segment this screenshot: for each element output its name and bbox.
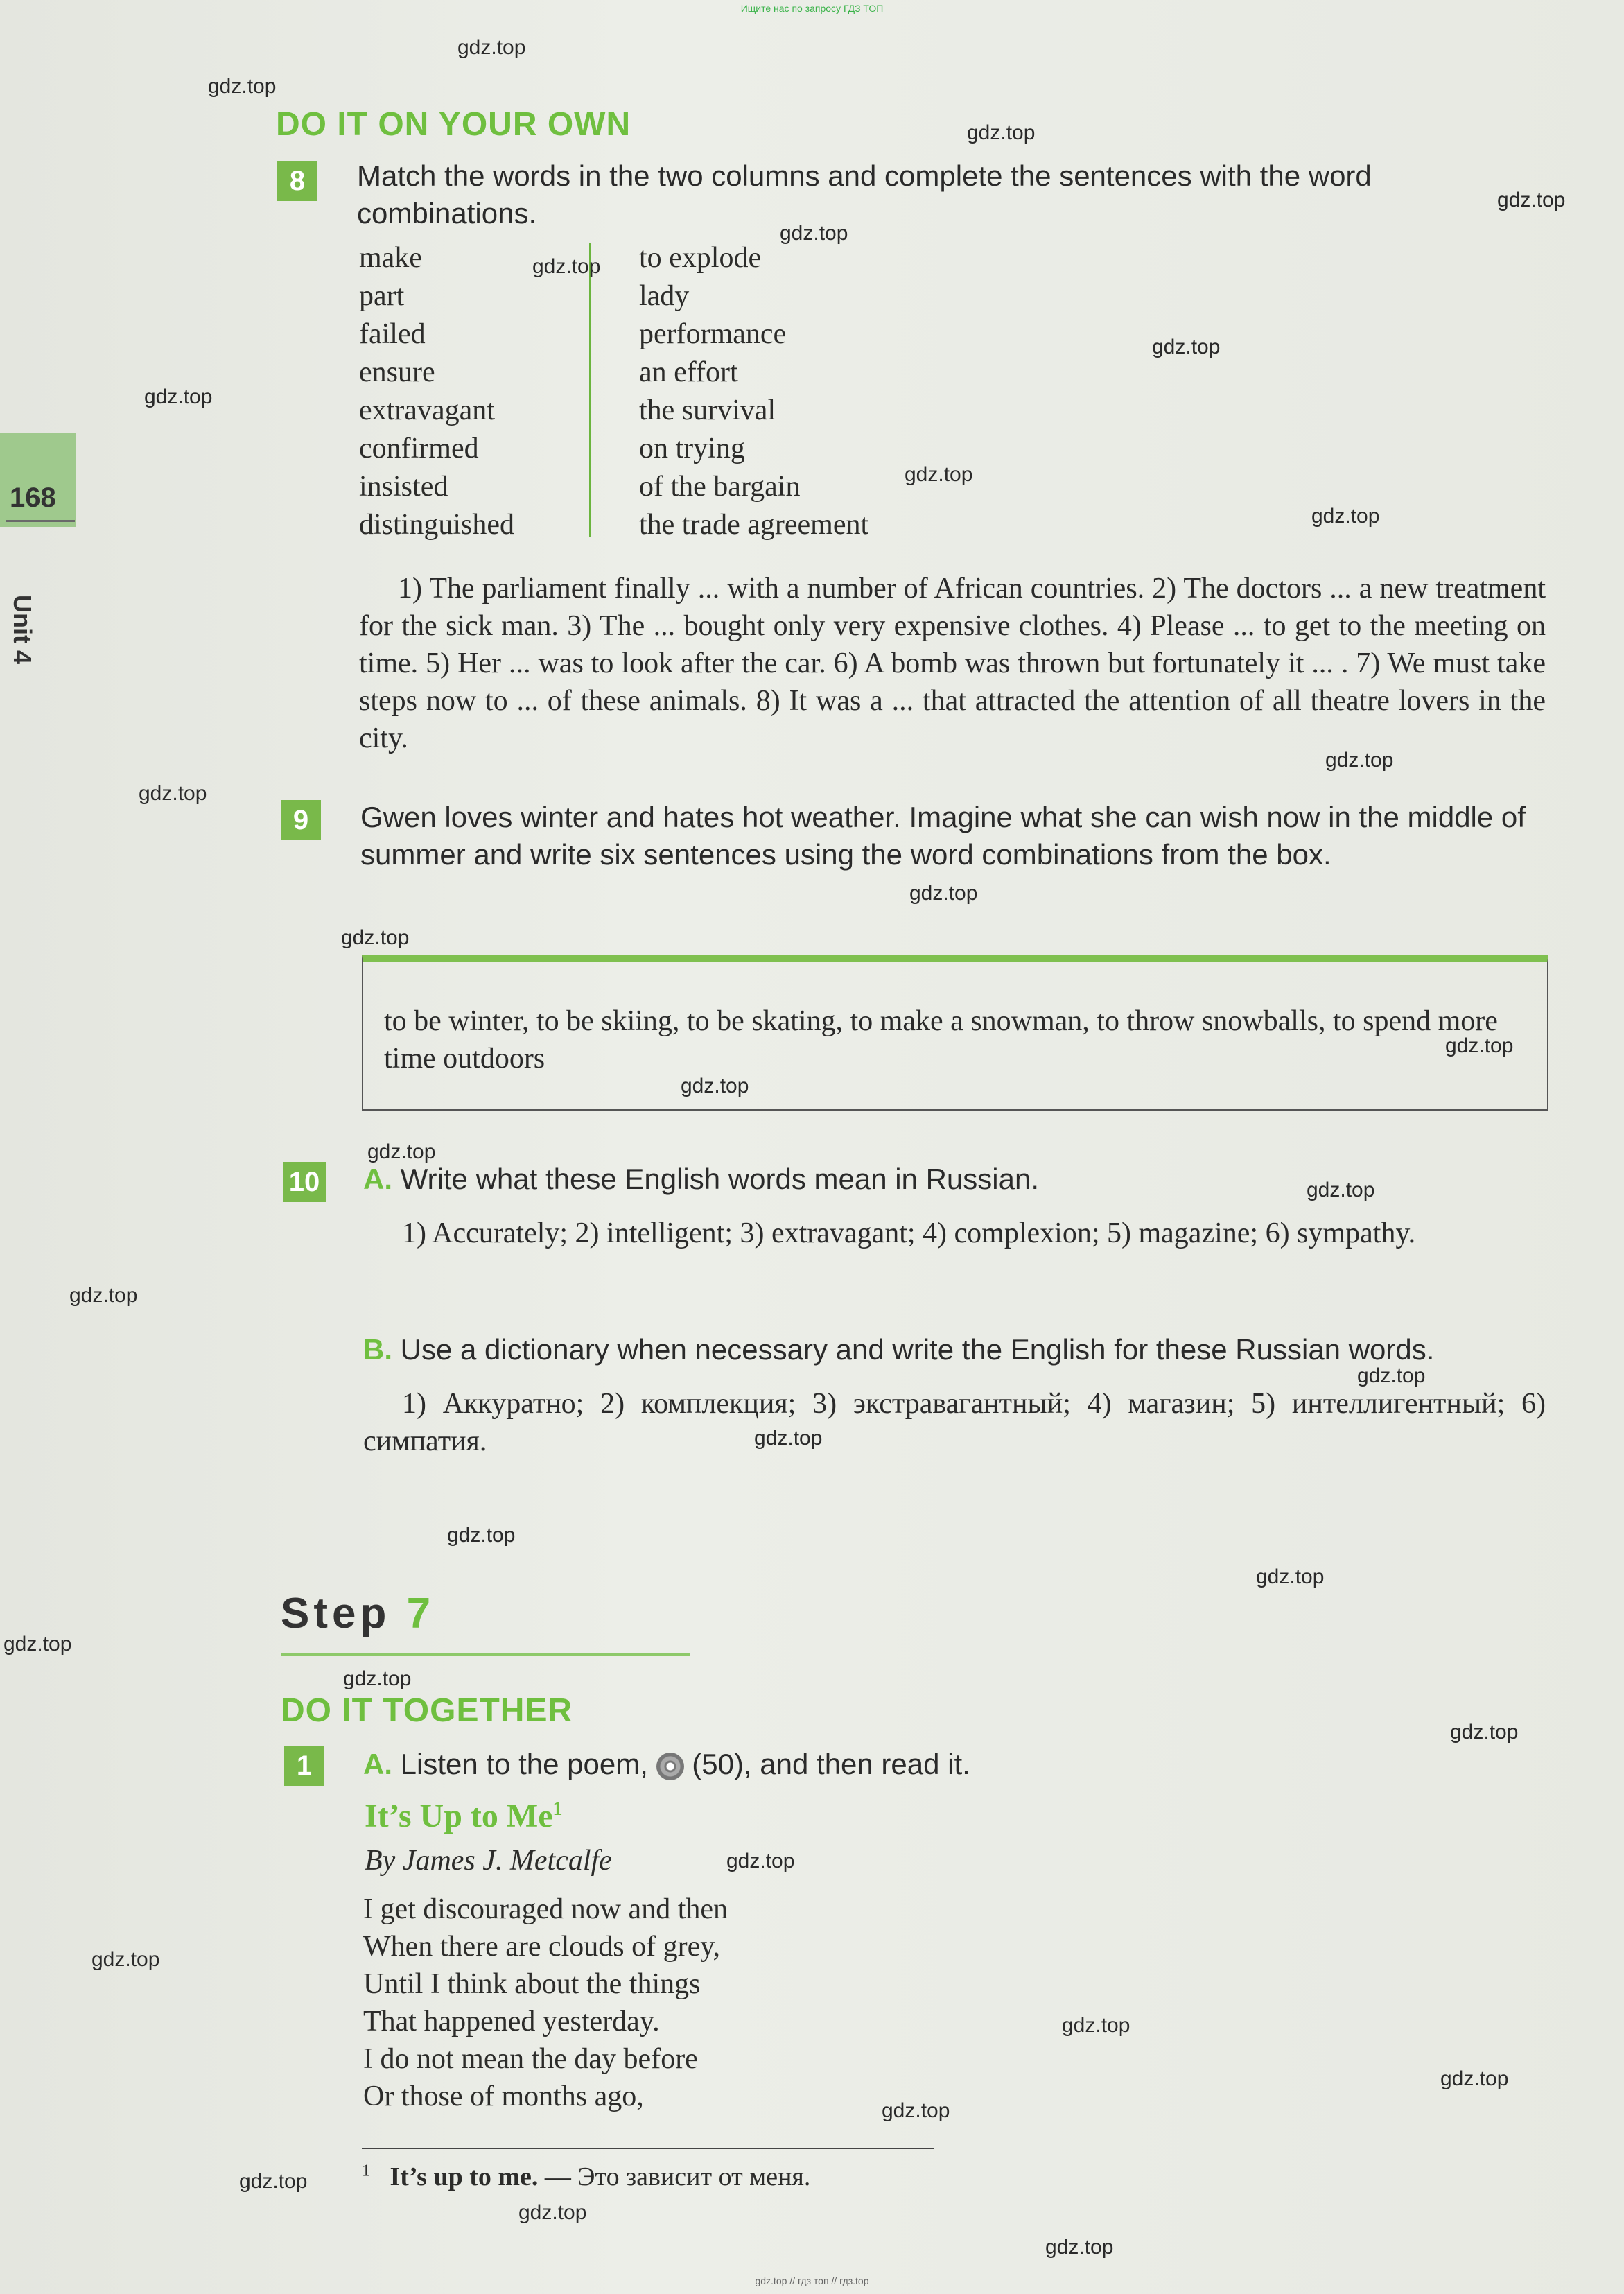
exercise-10a-instruction: A. Write what these English words mean in Russian.	[363, 1163, 1039, 1195]
watermark: gdz.top	[239, 2170, 308, 2193]
watermark: gdz.top	[1045, 2236, 1114, 2259]
watermark: gdz.top	[447, 1524, 516, 1547]
watermark: gdz.top	[1445, 1034, 1514, 1057]
section-heading-own: DO IT ON YOUR OWN	[276, 106, 631, 143]
exercise-1-number: 1	[284, 1746, 324, 1786]
left-word: distinguished	[359, 509, 515, 541]
watermark: gdz.top	[681, 1075, 749, 1097]
exercise-10a-words: 1) Accurately; 2) intelligent; 3) extravagant; 4) complexion; 5) magazine; 6) sympathy.	[402, 1217, 1416, 1249]
part-a-letter: A.	[363, 1163, 392, 1195]
right-word: an effort	[639, 356, 738, 388]
right-word: of the bargain	[639, 471, 801, 503]
page-number-underline	[6, 520, 75, 522]
left-word: failed	[359, 318, 426, 350]
watermark: gdz.top	[1325, 749, 1394, 772]
watermark: gdz.top	[91, 1948, 160, 1971]
left-word: make	[359, 242, 422, 274]
poem-line: That happened yesterday.	[363, 2006, 660, 2037]
watermark: gdz.top	[518, 2201, 587, 2224]
watermark: gdz.top	[726, 1850, 795, 1872]
watermark: gdz.top	[139, 782, 207, 805]
poem-line: I get discouraged now and then	[363, 1893, 728, 1925]
left-word: confirmed	[359, 433, 479, 464]
watermark: gdz.top	[1311, 505, 1380, 528]
watermark: gdz.top	[967, 121, 1036, 144]
watermark: gdz.top	[341, 926, 410, 949]
step-underline	[281, 1653, 690, 1656]
watermark: gdz.top	[1497, 189, 1566, 211]
exercise-10b-words: 1) Аккуратно; 2) комплекция; 3) экстравагантный; 4) магазин; 5) интеллигентный; 6) симпатия.	[363, 1388, 1546, 1457]
right-word: on trying	[639, 433, 745, 464]
poem-body	[363, 1891, 1056, 2115]
exercise-8-right-column	[639, 239, 986, 544]
unit-label: Unit 4	[8, 594, 37, 664]
exercise-8-sentences: 1) The parliament finally ... with a number of African countries. 2) The doctors ... a new treatment for the sick man. 3) The ... bought only very expensive clothes. 4) Please ... to get to the meeting on time. 5) Her ... was to look after the car. 6) A bomb was thrown but fortunately it ... . 7) We must take steps now to ... of these animals. 8) It was a ... that attracted the attention of all theatre lovers in the city.	[359, 573, 1546, 754]
watermark: gdz.top	[3, 1633, 72, 1656]
watermark: gdz.top	[1307, 1179, 1375, 1201]
poem-title: It’s Up to Me$^1$	[365, 1798, 563, 1834]
left-word: extravagant	[359, 394, 495, 426]
word-box-text: to be winter, to be skiing, to be skating, to make a snowman, to throw snowballs, to spend more time outdoors	[384, 1005, 1498, 1075]
right-word: the trade agreement	[639, 509, 869, 541]
part-a-letter: A.	[363, 1748, 392, 1780]
column-divider	[589, 243, 591, 537]
footnote: $^1$ It’s up to me. — Это зависит от меня.	[362, 2162, 811, 2191]
watermark: gdz.top	[208, 75, 277, 98]
watermark: gdz.top	[343, 1667, 412, 1690]
audio-cd-icon	[656, 1753, 684, 1780]
poem-line: Or those of months ago,	[363, 2080, 644, 2112]
watermark: gdz.top	[1357, 1364, 1426, 1387]
watermark: gdz.top	[1256, 1565, 1325, 1588]
watermark: gdz.top	[1152, 336, 1221, 358]
section-heading-together: DO IT TOGETHER	[281, 1692, 573, 1729]
right-word: lady	[639, 280, 690, 312]
left-word: part	[359, 280, 405, 312]
watermark: gdz.top	[909, 882, 978, 905]
left-word: insisted	[359, 471, 448, 503]
watermark: gdz.top	[1450, 1721, 1519, 1744]
exercise-8-left-column	[359, 239, 588, 544]
watermark: gdz.top	[905, 463, 973, 486]
watermark: gdz.top	[780, 222, 848, 245]
word-box	[362, 955, 1548, 1111]
watermark: gdz.top	[69, 1284, 138, 1307]
exercise-1-instruction: A. Listen to the poem, (50), and then read it.	[363, 1748, 970, 1780]
exercise-8-instruction: Match the words in the two columns and complete the sentences with the word combinations.	[357, 159, 1372, 229]
right-word: the survival	[639, 394, 776, 426]
poem-line: I do not mean the day before	[363, 2043, 698, 2075]
watermark: gdz.top	[532, 255, 601, 278]
step-heading: Step 7	[281, 1590, 435, 1637]
poem-line: Until I think about the things	[363, 1968, 701, 2000]
exercise-9-instruction: Gwen loves winter and hates hot weather. Imagine what she can wish now in the middle of summer and write six sentences using the word combinations from the box.	[360, 801, 1526, 871]
watermark: gdz.top	[457, 36, 526, 59]
exercise-9-number: 9	[281, 800, 321, 840]
poem-line: When there are clouds of grey,	[363, 1931, 721, 1963]
left-word: ensure	[359, 356, 435, 388]
watermark: gdz.top	[882, 2099, 950, 2122]
header-note: Ищите нас по запросу ГДЗ ТОП	[740, 3, 884, 14]
footer-note: gdz.top // гдз топ // гдз.top	[755, 2275, 869, 2286]
poem-author: By James J. Metcalfe	[365, 1845, 612, 1877]
right-word: to explode	[639, 242, 762, 274]
footnote-marker: 1	[552, 1798, 563, 1820]
watermark: gdz.top	[144, 385, 213, 408]
watermark: gdz.top	[367, 1140, 436, 1163]
watermark: gdz.top	[1440, 2067, 1509, 2090]
footnote-separator	[362, 2148, 934, 2149]
watermark: gdz.top	[754, 1427, 823, 1450]
exercise-8-number: 8	[277, 161, 317, 201]
right-word: performance	[639, 318, 787, 350]
part-b-letter: B.	[363, 1333, 392, 1366]
page-number: 168	[10, 483, 56, 513]
watermark: gdz.top	[1062, 2014, 1130, 2037]
exercise-10-number: 10	[283, 1162, 326, 1202]
exercise-10b-instruction: B. Use a dictionary when necessary and write the English for these Russian words.	[363, 1333, 1435, 1366]
